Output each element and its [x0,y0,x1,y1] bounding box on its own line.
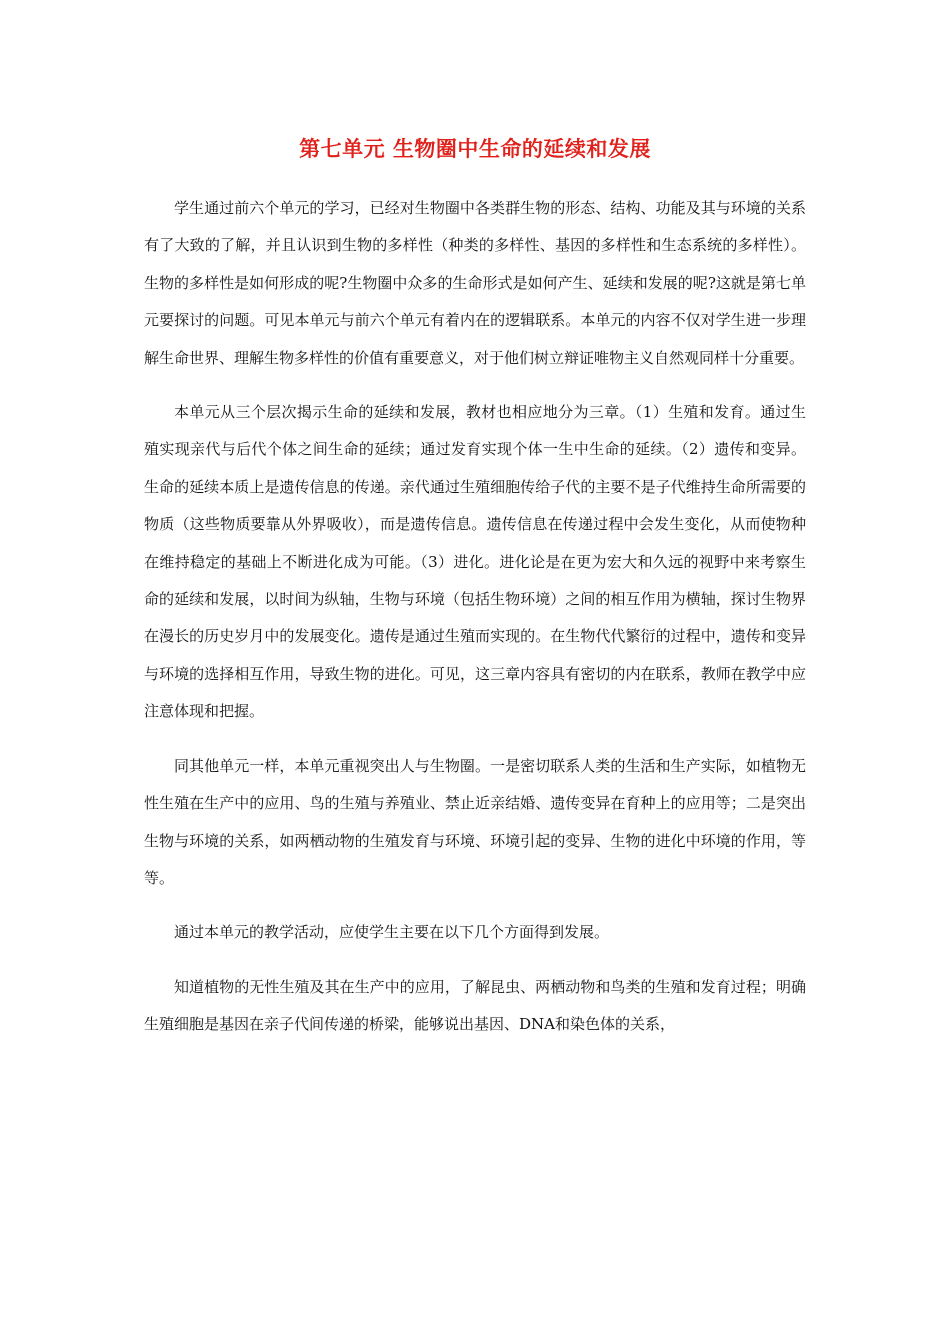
paragraph-2: 本单元从三个层次揭示生命的延续和发展，教材也相应地分为三章。（1）生殖和发育。通过生殖实现亲代与后代个体之间生命的延续；通过发育实现个体一生中生命的延续。（2）遗传和变异。生命的延续本质上是遗传信息的传递。亲代通过生殖细胞传给子代的主要不是子代维持生命所需要的物质（这些物质要靠从外界吸收），而是遗传信息。遗传信息在传递过程中会发生变化，从而使物种在维持稳定的基础上不断进化成为可能。（3）进化。进化论是在更为宏大和久远的视野中来考察生命的延续和发展，以时间为纵轴，生物与环境（包括生物环境）之间的相互作用为横轴，探讨生物界在漫长的历史岁月中的发展变化。遗传是通过生殖而实现的。在生物代代繁衍的过程中，遗传和变异与环境的选择相互作用，导致生物的进化。可见，这三章内容具有密切的内在联系，教师在教学中应注意体现和把握。 [144,403,806,721]
paragraph-5: 知道植物的无性生殖及其在生产中的应用，了解昆虫、两栖动物和鸟类的生殖和发育过程；明确生殖细胞是基因在亲子代间传递的桥梁，能够说出基因、DNA和染色体的关系， [144,977,806,1034]
paragraph-4: 通过本单元的教学活动，应使学生主要在以下几个方面得到发展。 [174,923,610,942]
page-title: 第七单元 生物圈中生命的延续和发展 [299,137,651,162]
document-body [144,190,806,1044]
paragraph-3: 同其他单元一样，本单元重视突出人与生物圈。一是密切联系人类的生活和生产实际，如植物无性生殖在生产中的应用、鸟的生殖与养殖业、禁止近亲结婚、遗传变异在育种上的应用等；二是突出生物与环境的关系，如两栖动物的生殖发育与环境、环境引起的变异、生物的进化中环境的作用，等等。 [144,756,806,887]
paragraph-1: 学生通过前六个单元的学习，已经对生物圈中各类群生物的形态、结构、功能及其与环境的关系有了大致的了解，并且认识到生物的多样性（种类的多样性、基因的多样性和生态系统的多样性）。生物的多样性是如何形成的呢?生物圈中众多的生命形式是如何产生、延续和发展的呢?这就是第七单元要探讨的问题。可见本单元与前六个单元有着内在的逻辑联系。本单元的内容不仅对学生进一步理解生命世界、理解生物多样性的价值有重要意义，对于他们树立辩证唯物主义自然观同样十分重要。 [144,199,806,367]
